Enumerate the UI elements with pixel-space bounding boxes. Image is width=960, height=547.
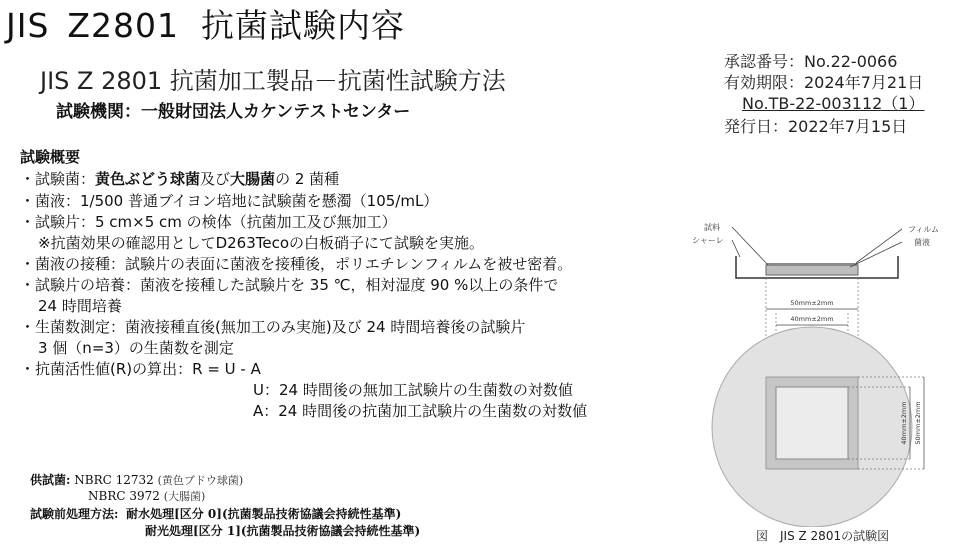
label-dish: シャーレ — [692, 236, 724, 245]
formula-a-definition: A：24 時間後の抗菌加工試験片の生菌数の対数値 — [253, 402, 588, 420]
bacteria-suffix: の 2 菌種 — [275, 170, 340, 188]
bacteria-prefix: ・試験菌： — [20, 170, 96, 188]
specimen-section — [766, 265, 858, 275]
title-standard-number: Z2801 — [67, 6, 180, 45]
overview-culture-line: ・試験片の培養：菌液を接種した試験片を 35 ℃，相対湿度 90 %以上の条件で — [20, 276, 559, 294]
valid-until: 有効期限：2024年7月21日 — [724, 73, 924, 92]
test-diagram — [670, 205, 960, 527]
dim-inner-height: 40mm±2mm — [900, 401, 908, 445]
dim-inner-width: 40mm±2mm — [790, 315, 834, 323]
overview-count-cont: 3 個（n=3）の生菌数を測定 — [38, 339, 234, 357]
dim-outer-width: 50mm±2mm — [790, 299, 834, 307]
overview-inoculation-line: ・菌液の接種：試験片の表面に菌液を接種後，ポリエチレンフィルムを被せ密着。 — [20, 255, 573, 273]
testing-institution: 試験機関：一般財団法人カケンテストセンター — [56, 102, 411, 122]
callout-specimen — [732, 227, 768, 265]
callout-film — [856, 229, 902, 263]
overview-suspension-line: ・菌液：1/500 普通ブイヨン培地に試験菌を懸濁（105/mL） — [20, 192, 439, 210]
formula-u-definition: U：24 時間後の無加工試験片の生菌数の対数値 — [253, 381, 573, 399]
label-specimen: 試料 — [704, 223, 720, 232]
overview-count-line: ・生菌数測定：菌液接種直後(無加工のみ実施)及び 24 時間培養後の試験片 — [20, 318, 526, 336]
label-film: フィルム — [908, 225, 940, 234]
strain-1-note: (黄色ブドウ球菌) — [157, 474, 244, 487]
strain-1-id: NBRC 12732 — [74, 473, 154, 487]
pretreatment-light: 耐光処理[区分 1](抗菌製品技術協議会持続性基準) — [145, 524, 421, 538]
bacteria-ecoli: 大腸菌 — [230, 170, 276, 188]
pretreatment-water: 耐水処理[区分 0](抗菌製品技術協議会持続性基準) — [126, 507, 402, 521]
pretreatment-line-1 — [30, 506, 401, 523]
callout-inoculum — [850, 242, 902, 267]
callout-dish — [732, 240, 740, 257]
dim-outer-height: 50mm±2mm — [914, 401, 922, 445]
pretreatment-line-2 — [145, 523, 420, 540]
title-jis: JIS — [6, 6, 50, 45]
samples-label: 供試菌: — [30, 473, 71, 487]
issue-date: 発行日：2022年7月15日 — [724, 117, 908, 136]
label-inoculum: 菌液 — [914, 238, 930, 247]
standard-subtitle: JIS Z 2801 抗菌加工製品－抗菌性試験方法 — [40, 67, 506, 95]
page-title — [6, 6, 405, 46]
sample-strain-2 — [88, 488, 205, 505]
bacteria-and: 及び — [200, 170, 231, 188]
bacteria-staph: 黄色ぶどう球菌 — [95, 170, 201, 188]
approval-number: 承認番号：No.22-0066 — [724, 52, 898, 71]
inoculum-area-square — [776, 387, 848, 459]
film-section — [766, 263, 858, 266]
overview-specimen-note: ※抗菌効果の確認用としてD263Tecoの白板硝子にて試験を実施。 — [38, 234, 485, 252]
overview-heading: 試験概要 — [20, 148, 81, 166]
figure-caption: 図 JIS Z 2801の試験図 — [756, 529, 890, 543]
certificate-number: No.TB-22-003112（1） — [742, 94, 925, 113]
strain-2-id: NBRC 3972 — [88, 489, 160, 503]
overview-specimen-line: ・試験片：5 cm×5 cm の検体（抗菌加工及び無加工） — [20, 213, 397, 231]
strain-2-note: (大腸菌) — [163, 490, 206, 503]
title-test-content: 抗菌試験内容 — [201, 6, 406, 45]
overview-bacteria-line — [20, 169, 339, 189]
sample-strain-1 — [30, 472, 243, 489]
overview-formula-line: ・抗菌活性値(R)の算出：R = U - A — [20, 360, 261, 378]
overview-culture-cont: 24 時間培養 — [38, 297, 122, 315]
pretreatment-label: 試験前処理方法: — [30, 507, 119, 521]
